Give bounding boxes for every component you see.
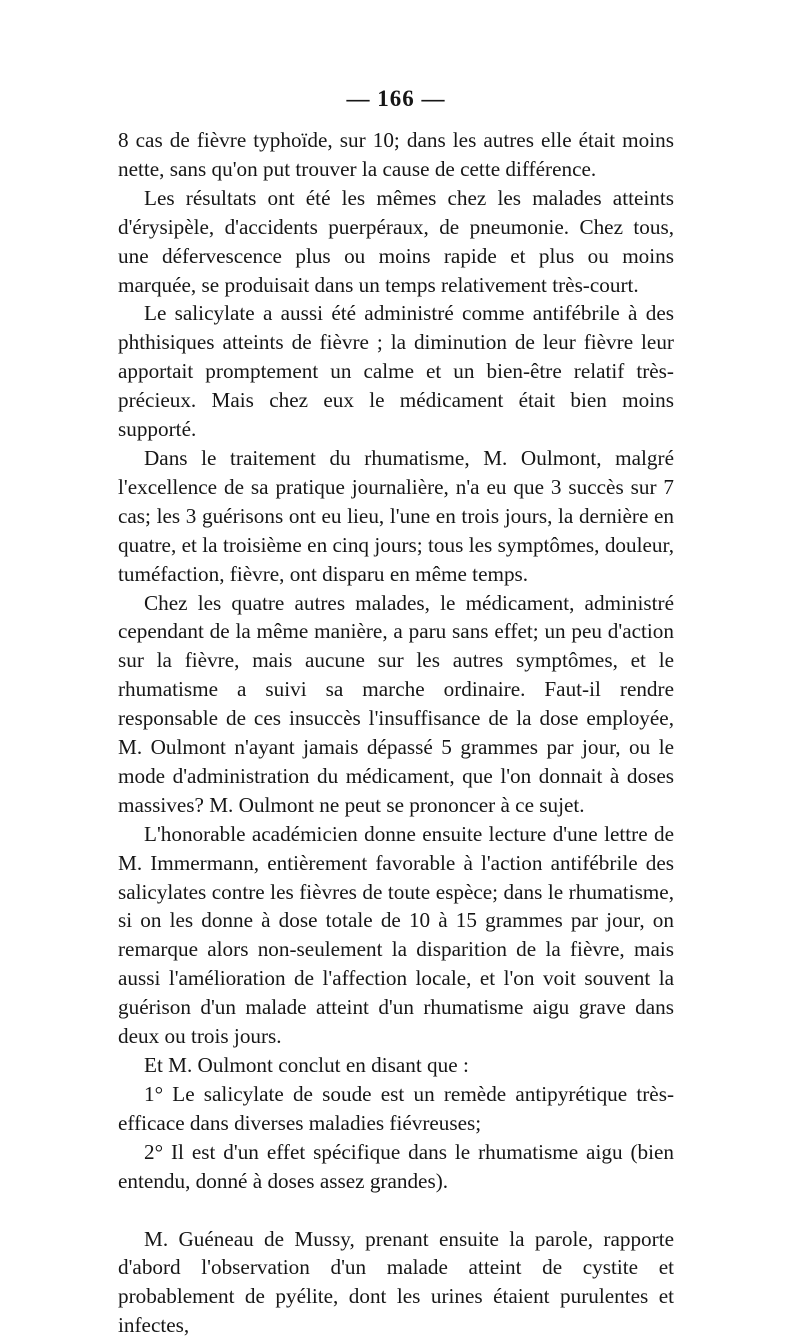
paragraph-conclusion-1: 1° Le salicylate de soude est un remède antipyrétique très-efficace dans diverses maladies fiévreuses; bbox=[118, 1081, 674, 1135]
paragraph-immermann-letter: L'honorable académicien donne ensuite lecture d'une lettre de M. Immermann, entièrement favorable à l'action antifébrile des salicylates contre les fièvres de toute espèce; dans le rhumatisme, si on les donne à dose totale de 10 à 15 grammes par jour, on remarque alors non-seulement la disparition de la fièvre, mais aussi l'amélioration de l'affection locale, et l'on voit souvent la guérison d'un malade atteint d'un rhumatisme aigu grave dans deux ou trois jours. bbox=[118, 821, 674, 1049]
paragraph-conclusion-2: 2° Il est d'un effet spécifique dans le rhumatisme aigu (bien entendu, donné à doses assez grandes). bbox=[118, 1139, 674, 1193]
body-text bbox=[118, 126, 674, 1340]
paragraph-erysipelas-results: Les résultats ont été les mêmes chez les malades atteints d'érysipèle, d'accidents puerpéraux, de pneumonie. Chez tous, une défervescence plus ou moins rapide et plus ou moins marquée, se produisait dans un temps relativement très-court. bbox=[118, 185, 674, 297]
paragraph-rheumatism-treatment: Dans le traitement du rhumatisme, M. Oulmont, malgré l'excellence de sa pratique journalière, n'a eu que 3 succès sur 7 cas; les 3 guérisons ont eu lieu, l'une en trois jours, la dernière en quatre, et la troisième en cinq jours; tous les symptômes, douleur, tuméfaction, fièvre, ont disparu en même temps. bbox=[118, 445, 674, 586]
paragraph-phthisis: Le salicylate a aussi été administré comme antifébrile à des phthisiques atteints de fièvre ; la diminution de leur fièvre leur apportait promptement un calme et un bien-être relatif très-précieux. Mais chez eux le médicament était bien moins supporté. bbox=[118, 301, 674, 442]
book-page bbox=[118, 84, 674, 1340]
paragraph-continuation: 8 cas de fièvre typhoïde, sur 10; dans les autres elle était moins nette, sans qu'on put trouver la cause de cette différence. bbox=[118, 128, 674, 181]
paragraph-gueneau-de-mussy: M. Guéneau de Mussy, prenant ensuite la parole, rapporte d'abord l'observation d'un malade atteint de cystite et probablement de pyélite, dont les urines étaient purulentes et infectes, bbox=[118, 1226, 674, 1338]
page-number: — 166 — bbox=[346, 86, 446, 111]
paragraph-other-patients: Chez les quatre autres malades, le médicament, administré cependant de la même manière, a paru sans effet; un peu d'action sur la fièvre, mais aucune sur les autres symptômes, et le rhumatisme a suivi sa marche ordinaire. Faut-il rendre responsable de ces insuccès l'insuffisance de la dose employée, M. Oulmont n'ayant jamais dépassé 5 grammes par jour, ou le mode d'administration du médicament, que l'on donnait à doses massives? M. Oulmont ne peut se prononcer à ce sujet. bbox=[118, 590, 674, 817]
paragraph-conclusion-intro: Et M. Oulmont conclut en disant que : bbox=[144, 1053, 469, 1077]
